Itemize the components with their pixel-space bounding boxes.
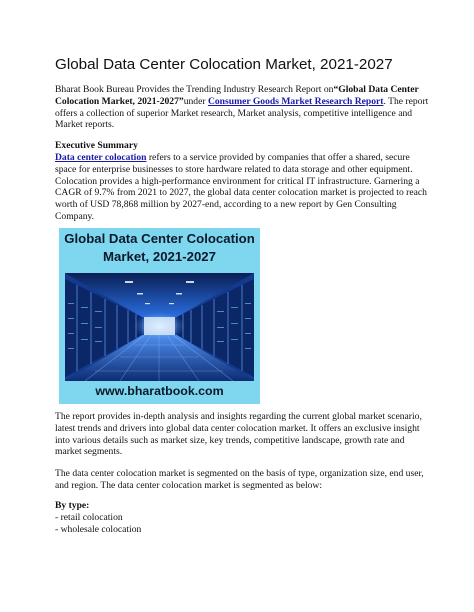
analysis-line-2: latest trends and drivers into global data center colocation market. It offers an exclusive insight — [55, 422, 420, 434]
summary-line-3: Colocation provides a high-performance environment for critical IT infrastructure. Garnering a — [55, 175, 420, 187]
report-banner-image — [59, 228, 260, 404]
summary-line-4: CAGR of 9.7% from 2021 to 2027, the global data center colocation market is projected to reach — [55, 187, 427, 199]
summary-line-2: space for enterprise businesses to store hardware related to data storage and other equipment. — [55, 163, 413, 175]
intro-line-3: offers a collection of superior Market research, Market analysis, competitive intelligence and — [55, 107, 413, 119]
intro-line-2 — [55, 95, 429, 108]
summary-line-1 — [55, 152, 425, 164]
consumer-goods-report-link[interactable]: Consumer Goods Market Research Report — [207, 95, 384, 107]
list-item: - retail colocation — [55, 511, 123, 523]
server-room-photo — [65, 273, 254, 381]
banner-title-line-2: Market, 2021-2027 — [103, 249, 216, 264]
report-title-bold: “Global Data Center — [333, 84, 419, 95]
banner-url: www.bharatbook.com — [95, 384, 224, 398]
summary-line-6: Company. — [55, 210, 95, 222]
banner-title — [59, 230, 260, 266]
analysis-line-4: market segments. — [55, 446, 123, 458]
by-type-section — [55, 500, 425, 535]
summary-text: refers to a service provided by companies that offer a shared, secure — [146, 152, 410, 163]
intro-text: . The report — [383, 95, 429, 107]
segmentation-line-2: and region. The data center colocation market is segmented as below: — [55, 479, 323, 491]
server-racks-illustration — [65, 273, 254, 381]
intro-line-1 — [55, 84, 425, 96]
analysis-paragraph — [55, 411, 425, 458]
banner-title-line-1: Global Data Center Colocation — [64, 231, 255, 246]
list-item: - wholesale colocation — [55, 523, 142, 535]
executive-summary-heading: Executive Summary — [55, 140, 138, 151]
segmentation-paragraph — [55, 468, 425, 492]
intro-line-4: Market reports. — [55, 119, 115, 131]
analysis-line-3: into various details such as market size, key trends, competitive landscape, growth rate and — [55, 434, 405, 446]
summary-paragraph — [55, 152, 425, 223]
data-center-colocation-link[interactable]: Data center colocation — [55, 152, 147, 163]
intro-paragraph — [55, 84, 429, 131]
segmentation-line-1: The data center colocation market is segmented on the basis of type, organization size, end user, — [55, 468, 424, 479]
analysis-line-1: The report provides in-depth analysis and insights regarding the current global market scenario, — [55, 411, 422, 422]
page-title: Global Data Center Colocation Market, 2021-2027 — [55, 56, 393, 73]
by-type-heading: By type: — [55, 500, 90, 511]
intro-text: under — [183, 95, 208, 107]
intro-text: Bharat Book Bureau Provides the Trending Industry Research Report on — [55, 84, 334, 95]
report-title-bold-cont: Colocation Market, 2021-2027” — [55, 95, 184, 107]
summary-line-5: worth of USD 78,868 million by 2027-end, according to a new report by Gen Consulting — [55, 199, 397, 211]
